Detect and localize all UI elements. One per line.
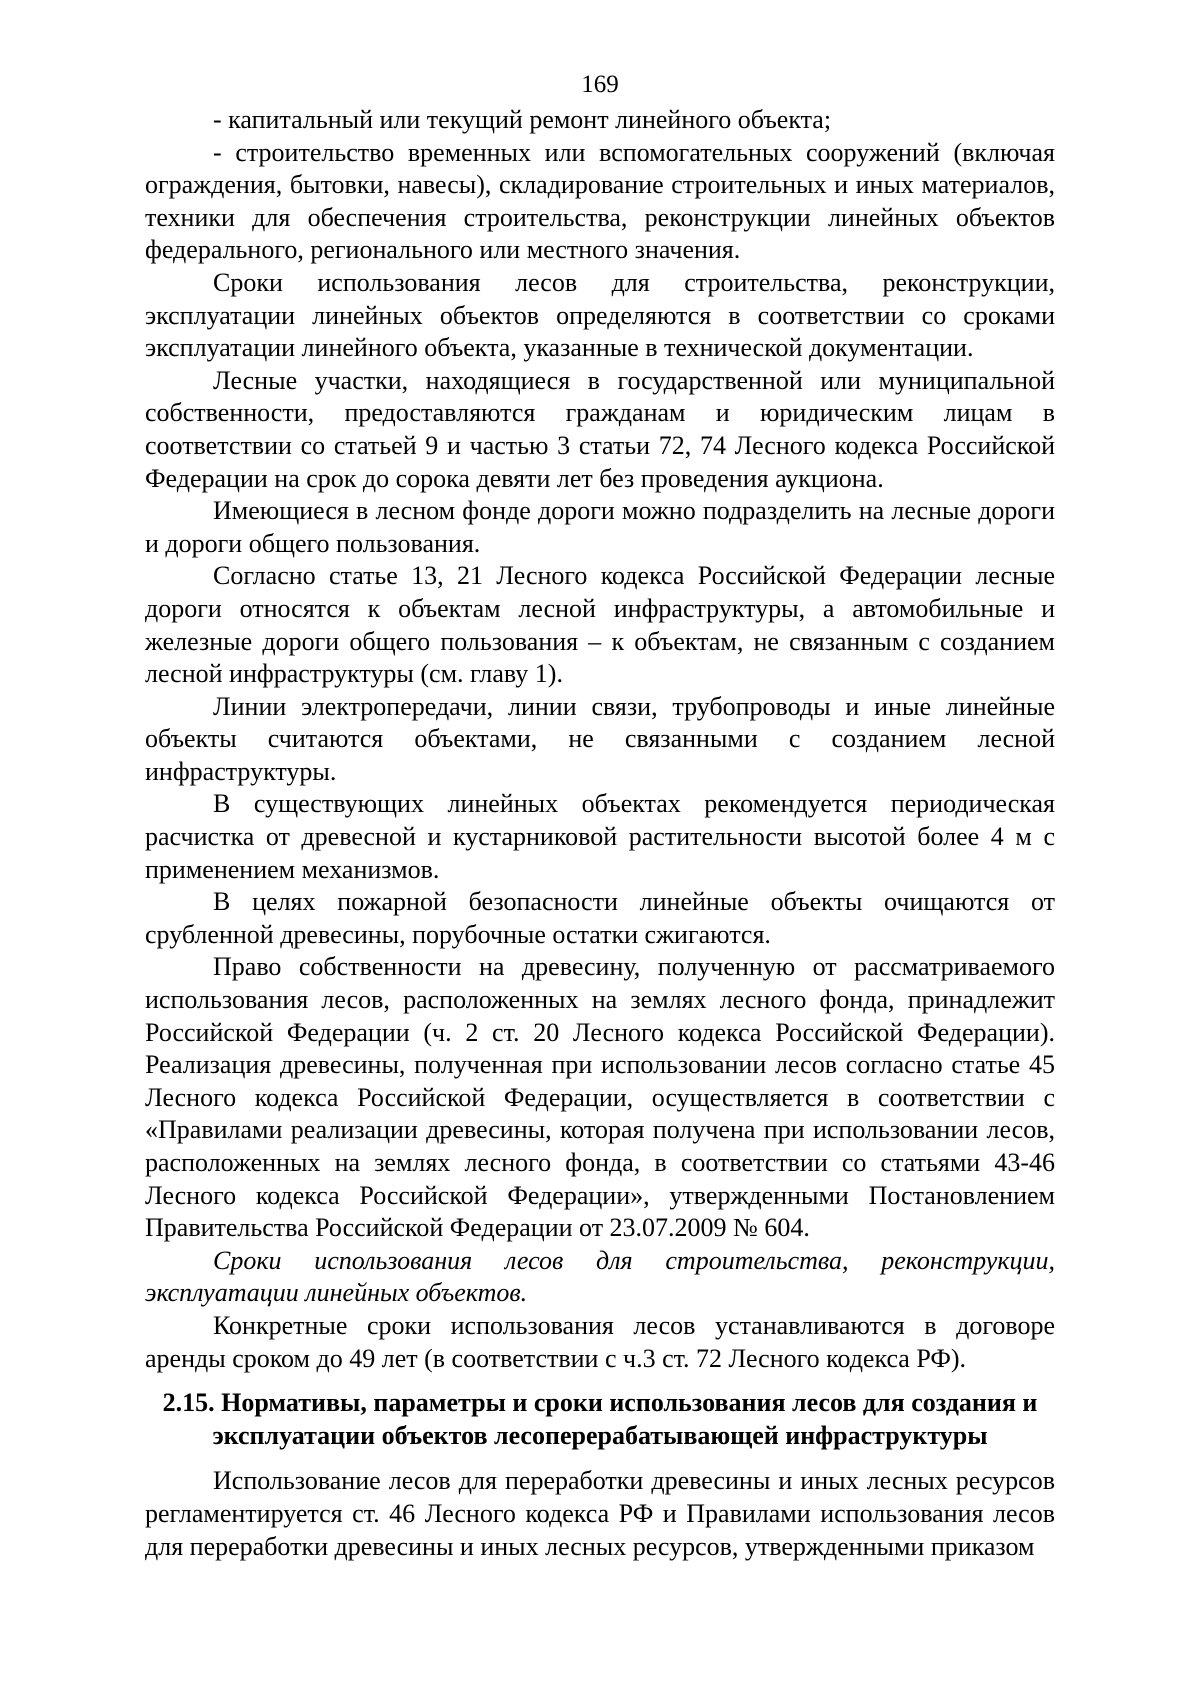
page-number: 169 [581,71,619,98]
paragraph-power-lines: Линии электропередачи, линии связи, трубопроводы и иные линейные объекты считаются объектами, не связанными с созданием лесной инфраструктуры. [145,691,1055,786]
section-heading: 2.15. Нормативы, параметры и сроки использования лесов для создания и эксплуатации объектов лесоперерабатывающей инфраструктуры [162,1388,1038,1450]
paragraph-repair-item: - капитальный или текущий ремонт линейного объекта; [213,105,832,134]
paragraph-usage-terms: Сроки использования лесов для строительства, реконструкции, эксплуатации линейных объектов определяются в соответствии со сроками эксплуатации линейного объекта, указанные в технической документации. [145,267,1055,363]
paragraph-wood-ownership: Право собственности на древесину, полученную от рассматриваемого использования лесов, расположенных на землях лесного фонда, принадлежит Российской Федерации (ч. 2 ст. 20 Лесного кодекса Российской Федерации). Реализация древесины, полученная при использовании лесов согласно статье 45 Лесного кодекса Российской Федерации, осуществляется в соответствии с «Правилами реализации древесины, которая получена при использовании лесов, расположенных на землях лесного фонда, в соответствии со статьями 43-46 Лесного кодекса Российской Федерации», утвержденными Постановлением Правительства Российской Федерации от 23.07.2009 № 604. [145,952,1055,1243]
paragraph-clearing: В существующих линейных объектах рекомендуется периодическая расчистка от древесной и кустарниковой растительности высотой более 4 м с применением механизмов. [145,789,1055,884]
paragraph-italic-subheading: Сроки использования лесов для строительства, реконструкции, эксплуатации линейных объектов. [145,1245,1055,1308]
paragraph-construction-item: - строительство временных или вспомогательных сооружений (включая ограждения, бытовки, навесы), складирование строительных и иных материалов, техники для обеспечения строительства, реконструкции линейных объектов федерального, регионального или местного значения. [145,137,1055,265]
paragraph-processing-rules: Использование лесов для переработки древесины и иных лесных ресурсов регламентируется ст. 46 Лесного кодекса РФ и Правилами использования лесов для переработки древесины и иных лесных ресурсов, утвержденными приказом [145,1466,1055,1561]
paragraph-lease-terms: Конкретные сроки использования лесов устанавливаются в договоре аренды сроком до 49 лет (в соответствии с ч.3 ст. 72 Лесного кодекса РФ). [145,1310,1055,1373]
paragraph-roads-classification: Имеющиеся в лесном фонде дороги можно подразделить на лесные дороги и дороги общего пользования. [145,496,1055,558]
paragraph-fire-safety: В целях пожарной безопасности линейные объекты очищаются от срубленной древесины, порубочные остатки сжигаются. [145,887,1055,949]
paragraph-forest-roads: Согласно статье 13, 21 Лесного кодекса Российской Федерации лесные дороги относятся к объектам лесной инфраструктуры, а автомобильные и железные дороги общего пользования – к объектам, не связанным с созданием лесной инфраструктуры (см. главу 1). [145,561,1055,689]
page-body [145,104,1055,1563]
paragraph-forest-plots: Лесные участки, находящиеся в государственной или муниципальной собственности, предоставляются гражданам и юридическим лицам в соответствии со статьей 9 и частью 3 статьи 72, 74 Лесного кодекса Российской Федерации на срок до сорока девяти лет без проведения аукциона. [145,365,1055,493]
